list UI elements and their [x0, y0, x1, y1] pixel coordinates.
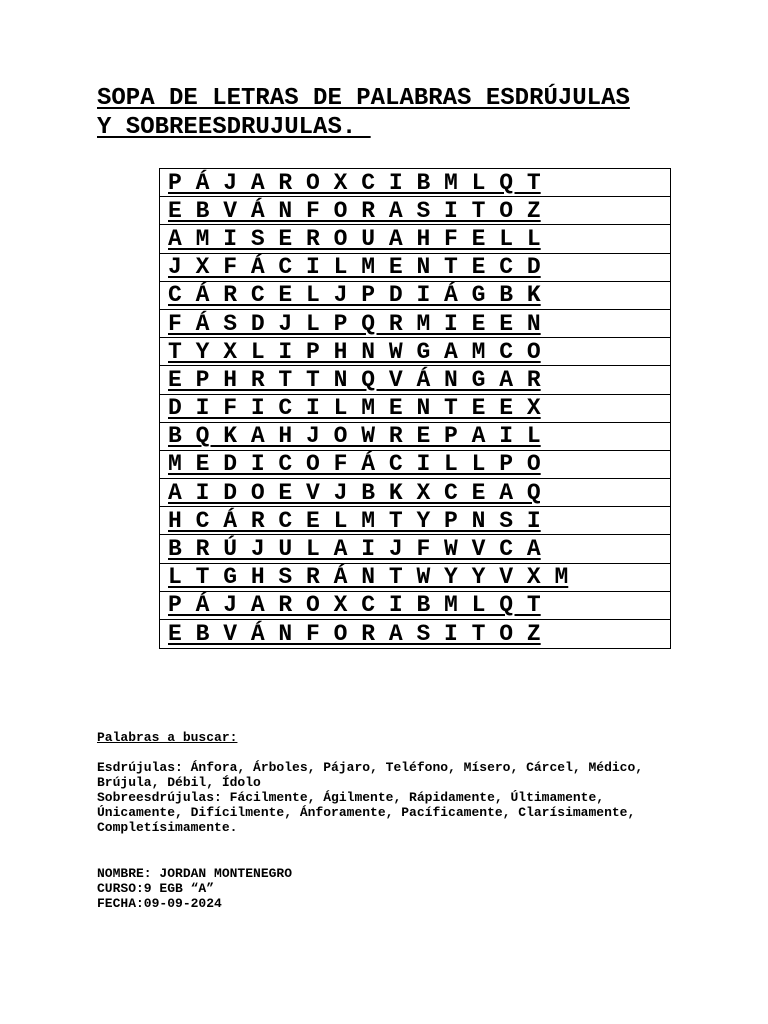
worksheet-title — [97, 84, 697, 142]
grid-row — [160, 395, 670, 423]
student-course: CURSO:9 EGB “A” — [97, 881, 215, 896]
grid-row-letters: E B V Á N F O R A S I T O Z — [168, 197, 541, 224]
grid-row-letters: J X F Á C I L M E N T E C D — [168, 254, 541, 281]
grid-row — [160, 366, 670, 394]
grid-row-letters: E B V Á N F O R A S I T O Z — [168, 621, 541, 648]
grid-row-letters: P Á J A R O X C I B M L Q T — [168, 592, 541, 619]
grid-row — [160, 225, 670, 253]
grid-row-letters: T Y X L I P H N W G A M C O — [168, 338, 541, 365]
grid-row-letters: F Á S D J L P Q R M I E E N — [168, 310, 541, 337]
grid-row — [160, 169, 670, 197]
grid-row-letters: A I D O E V J B K X C E A Q — [168, 479, 541, 506]
grid-row-letters: H C Á R C E L M T Y P N S I — [168, 507, 541, 534]
grid-row — [160, 254, 670, 282]
grid-row-letters: B R Ú J U L A I J F W V C A — [168, 536, 541, 563]
word-list — [97, 760, 697, 835]
sobreesdrujulas-list: Sobreesdrújulas: Fácilmente, Ágilmente, Rápidamente, Últimamente, Únicamente, Difícilmente, Ánforamente, Pacíficamente, Clarísimamente, Completísimamente. — [97, 790, 636, 835]
grid-row — [160, 197, 670, 225]
grid-row — [160, 535, 670, 563]
worksheet-date: FECHA:09-09-2024 — [97, 896, 222, 911]
grid-row-letters: M E D I C O F Á C I L L P O — [168, 451, 541, 478]
word-search-grid — [159, 168, 671, 649]
grid-row — [160, 282, 670, 310]
esdrujulas-list: Esdrújulas: Ánfora, Árboles, Pájaro, Teléfono, Mísero, Cárcel, Médico, Brújula, Débil, Ídolo — [97, 760, 644, 790]
grid-row-letters: A M I S E R O U A H F E L L — [168, 225, 541, 252]
grid-row — [160, 564, 670, 592]
grid-row-letters: P Á J A R O X C I B M L Q T — [168, 169, 541, 196]
student-info — [97, 866, 292, 911]
grid-row — [160, 338, 670, 366]
grid-row-letters: B Q K A H J O W R E P A I L — [168, 423, 541, 450]
grid-row — [160, 620, 670, 648]
grid-row — [160, 592, 670, 620]
palabras-a-buscar-label: Palabras a buscar: — [97, 730, 238, 745]
title-line-2: Y SOBREESDRUJULAS. — [97, 114, 371, 141]
title-line-1: SOPA DE LETRAS DE PALABRAS ESDRÚJULAS — [97, 85, 630, 112]
grid-row — [160, 507, 670, 535]
grid-row-letters: D I F I C I L M E N T E E X — [168, 395, 541, 422]
grid-row-letters: E P H R T T N Q V Á N G A R — [168, 366, 541, 393]
grid-row — [160, 479, 670, 507]
grid-row-letters: C Á R C E L J P D I Á G B K — [168, 282, 541, 309]
student-name: NOMBRE: JORDAN MONTENEGRO — [97, 866, 293, 881]
grid-row-letters: L T G H S R Á N T W Y Y V X M — [168, 564, 569, 591]
grid-row — [160, 423, 670, 451]
grid-row — [160, 451, 670, 479]
grid-row — [160, 310, 670, 338]
